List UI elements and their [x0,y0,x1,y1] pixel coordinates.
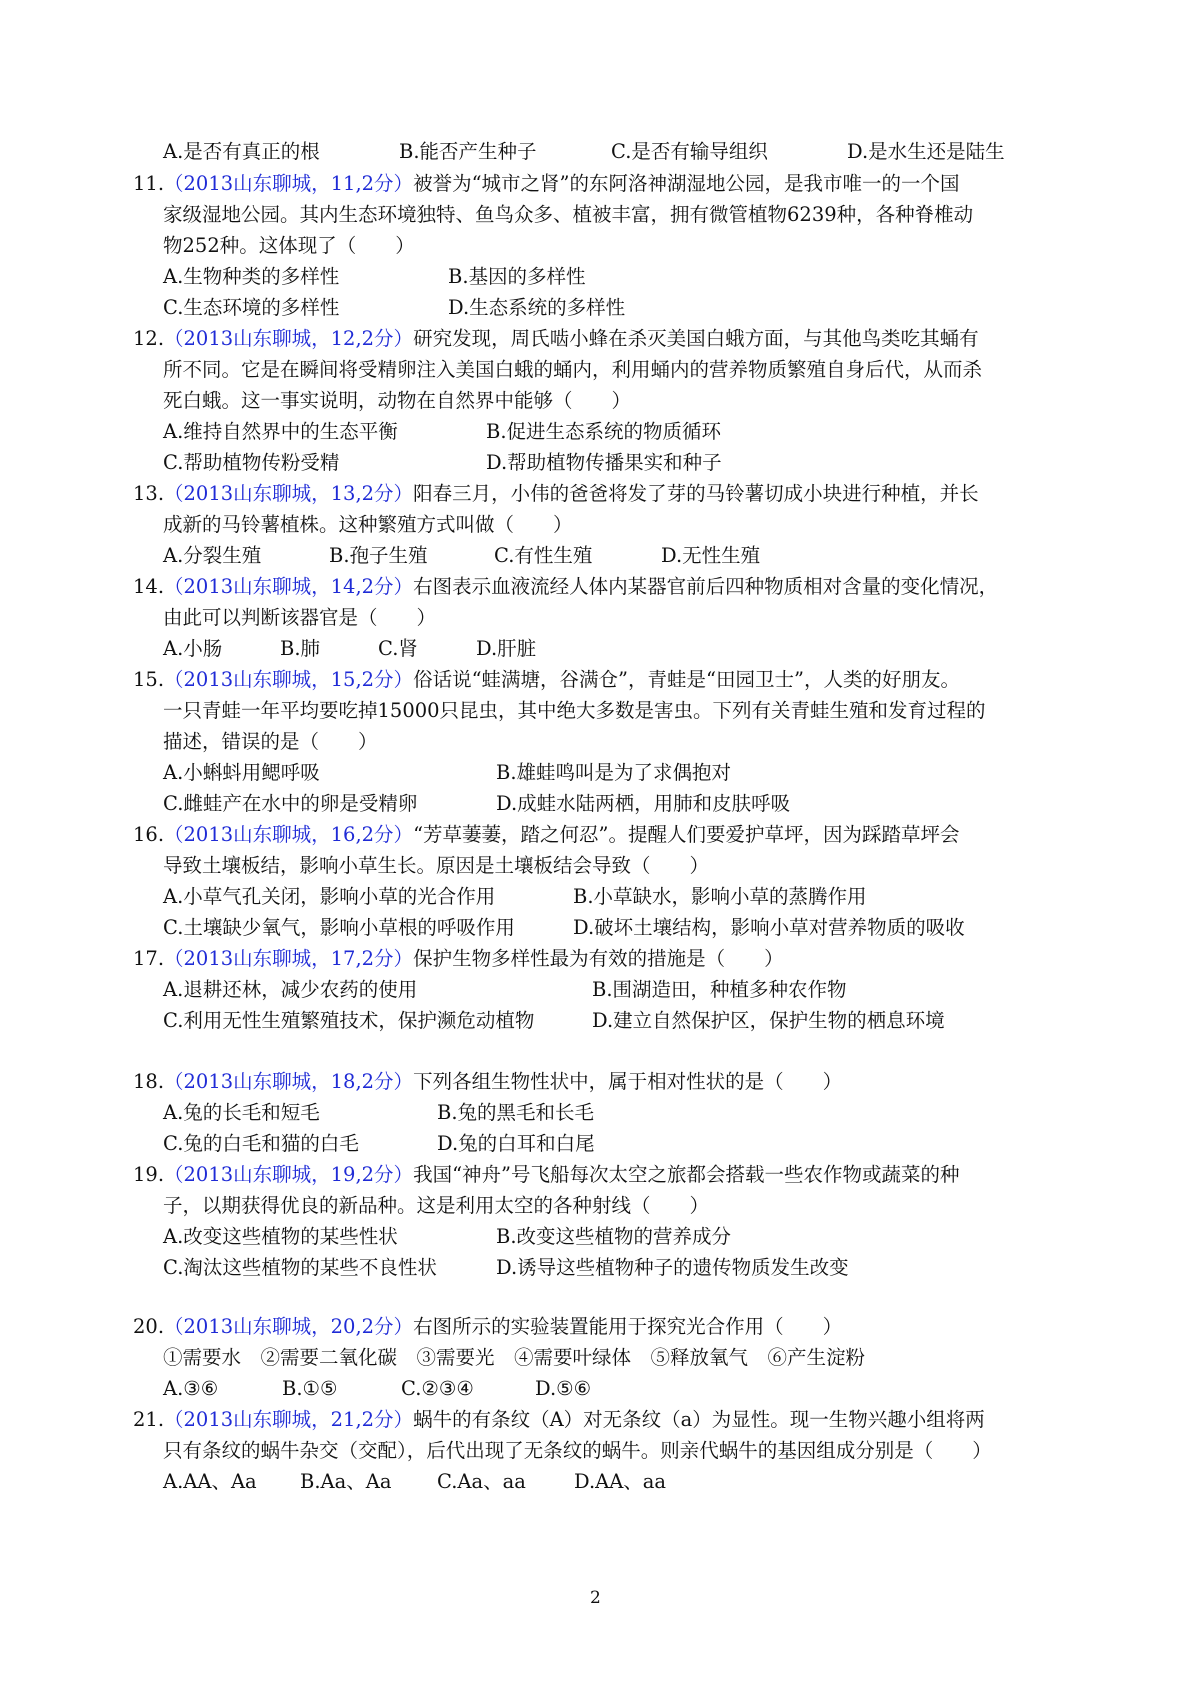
q21-option-b: B.Aa、Aa [300,1470,392,1493]
q20-option-d: D.⑤⑥ [535,1377,592,1400]
question-source: （2013山东聊城，19,2分） [164,1163,414,1186]
q21-option-c: C.Aa、aa [437,1470,526,1493]
q18-option-b: B.兔的黑毛和长毛 [437,1101,595,1124]
q13-option-a: A.分裂生殖 [163,544,262,567]
q11-stem-line3: 物252种。这体现了（ ） [163,234,415,257]
q15-stem-line3: 描述，错误的是（ ） [163,730,378,753]
q10-option-c: C.是否有输导组织 [611,140,768,163]
q17-option-a: A.退耕还林，减少农药的使用 [163,978,418,1001]
q13-option-c: C.有性生殖 [494,544,593,567]
q16-option-c: C.土壤缺少氧气，影响小草根的呼吸作用 [163,916,515,939]
q20-option-b: B.①⑤ [282,1377,338,1400]
question-source: （2013山东聊城，16,2分） [164,823,414,846]
q12-option-d: D.帮助植物传播果实和种子 [486,451,722,474]
question-text: 右图所示的实验装置能用于探究光合作用（ ） [413,1315,843,1338]
q15-stem-line2: 一只青蛙一年平均要吃掉15000只昆虫，其中绝大多数是害虫。下列有关青蛙生殖和发育过程的 [163,699,986,722]
q14-stem-line2: 由此可以判断该器官是（ ） [163,606,437,629]
q20-stem-line1 [133,1315,842,1339]
q21-stem-line2: 只有条纹的蜗牛杂交（交配），后代出现了无条纹的蜗牛。则亲代蜗牛的基因组成分别是（ ） [163,1439,992,1462]
page-number: 2 [590,1588,601,1608]
question-source: （2013山东聊城，11,2分） [164,172,414,195]
q19-stem-line1 [133,1163,960,1187]
q21-stem-line1 [133,1408,985,1432]
q19-option-b: B.改变这些植物的营养成分 [496,1225,732,1248]
q17-option-d: D.建立自然保护区，保护生物的栖息环境 [592,1009,945,1032]
q12-option-b: B.促进生态系统的物质循环 [486,420,722,443]
q19-option-c: C.淘汰这些植物的某些不良性状 [163,1256,437,1279]
question-number: 17. [133,947,165,970]
q18-stem-line1 [133,1070,842,1094]
q18-option-a: A.兔的长毛和短毛 [163,1101,320,1124]
question-number: 16. [133,823,165,846]
q12-stem-line3: 死白蛾。这一事实说明，动物在自然界中能够（ ） [163,389,632,412]
question-number: 13. [133,482,165,505]
q13-option-d: D.无性生殖 [661,544,761,567]
question-text: 蜗牛的有条纹（A）对无条纹（a）为显性。现一生物兴趣小组将两 [413,1408,985,1431]
question-source: （2013山东聊城，17,2分） [164,947,414,970]
question-source: （2013山东聊城，14,2分） [164,575,414,598]
q21-option-d: D.AA、aa [574,1470,667,1493]
q13-stem-line2: 成新的马铃薯植株。这种繁殖方式叫做（ ） [163,513,573,536]
q11-option-c: C.生态环境的多样性 [163,296,340,319]
question-text: 研究发现，周氏啮小蜂在杀灭美国白蛾方面，与其他鸟类吃其蛹有 [413,327,979,350]
q13-stem-line1 [133,482,979,506]
q11-option-b: B.基因的多样性 [448,265,586,288]
question-number: 11. [133,172,165,195]
question-text: 俗话说“蛙满塘，谷满仓”，青蛙是“田园卫士”，人类的好朋友。 [413,668,960,691]
q19-option-a: A.改变这些植物的某些性状 [163,1225,398,1248]
q11-option-d: D.生态系统的多样性 [448,296,626,319]
question-number: 21. [133,1408,165,1431]
q12-option-c: C.帮助植物传粉受精 [163,451,340,474]
question-number: 20. [133,1315,165,1338]
q15-stem-line1 [133,668,960,692]
question-source: （2013山东聊城，15,2分） [164,668,414,691]
question-text: 下列各组生物性状中，属于相对性状的是（ ） [413,1070,843,1093]
q12-stem-line1 [133,327,979,351]
q18-option-d: D.兔的白耳和白尾 [437,1132,595,1155]
question-number: 19. [133,1163,165,1186]
q21-option-a: A.AA、Aa [163,1470,257,1493]
question-source: （2013山东聊城，13,2分） [164,482,414,505]
question-source: （2013山东聊城，12,2分） [164,327,414,350]
q18-option-c: C.兔的白毛和猫的白毛 [163,1132,359,1155]
q16-option-d: D.破坏土壤结构，影响小草对营养物质的吸收 [573,916,965,939]
question-text: “芳草萋萋，踏之何忍”。提醒人们要爱护草坪，因为踩踏草坪会 [413,823,960,846]
q20-stem-line2: ①需要水 ②需要二氧化碳 ③需要光 ④需要叶绿体 ⑤释放氧气 ⑥产生淀粉 [163,1346,866,1369]
question-text: 被誉为“城市之肾”的东阿洛神湖湿地公园，是我市唯一的一个国 [413,172,960,195]
q12-option-a: A.维持自然界中的生态平衡 [163,420,398,443]
question-source: （2013山东聊城，21,2分） [164,1408,414,1431]
q14-option-c: C.肾 [378,637,418,660]
q11-option-a: A.生物种类的多样性 [163,265,340,288]
q11-stem-line2: 家级湿地公园。其内生态环境独特、鱼鸟众多、植被丰富，拥有微管植物6239种，各种脊椎动 [163,203,974,226]
q17-option-b: B.围湖造田，种植多种农作物 [592,978,847,1001]
question-text: 阳春三月，小伟的爸爸将发了芽的马铃薯切成小块进行种植，并长 [413,482,979,505]
q16-option-a: A.小草气孔关闭，影响小草的光合作用 [163,885,496,908]
q17-option-c: C.利用无性生殖繁殖技术，保护濒危动植物 [163,1009,535,1032]
q19-option-d: D.诱导这些植物种子的遗传物质发生改变 [496,1256,849,1279]
question-number: 12. [133,327,165,350]
q12-stem-line2: 所不同。它是在瞬间将受精卵注入美国白蛾的蛹内，利用蛹内的营养物质繁殖自身后代，从而杀 [163,358,983,381]
q19-stem-line2: 子，以期获得优良的新品种。这是利用太空的各种射线（ ） [163,1194,710,1217]
question-text: 右图表示血液流经人体内某器官前后四种物质相对含量的变化情况， [413,575,999,598]
question-source: （2013山东聊城，18,2分） [164,1070,414,1093]
q15-option-a: A.小蝌蚪用鳃呼吸 [163,761,320,784]
q15-option-b: B.雄蛙鸣叫是为了求偶抱对 [496,761,732,784]
question-source: （2013山东聊城，20,2分） [164,1315,414,1338]
q14-option-d: D.肝脏 [476,637,537,660]
q14-option-b: B.肺 [280,637,321,660]
q15-option-d: D.成蛙水陆两栖，用肺和皮肤呼吸 [496,792,791,815]
q10-option-b: B.能否产生种子 [399,140,537,163]
question-text: 保护生物多样性最为有效的措施是（ ） [413,947,784,970]
q14-stem-line1 [133,575,998,599]
q13-option-b: B.孢子生殖 [329,544,428,567]
q16-stem-line2: 导致土壤板结，影响小草生长。原因是土壤板结会导致（ ） [163,854,710,877]
q14-option-a: A.小肠 [163,637,223,660]
question-text: 我国“神舟”号飞船每次太空之旅都会搭载一些农作物或蔬菜的种 [413,1163,960,1186]
question-number: 15. [133,668,165,691]
question-number: 14. [133,575,165,598]
q16-option-b: B.小草缺水，影响小草的蒸腾作用 [573,885,867,908]
q16-stem-line1 [133,823,960,847]
q15-option-c: C.雌蛙产在水中的卵是受精卵 [163,792,418,815]
q17-stem-line1 [133,947,784,971]
q10-option-d: D.是水生还是陆生 [847,140,1005,163]
q11-stem-line1 [133,172,960,196]
q10-option-a: A.是否有真正的根 [163,140,320,163]
q20-option-c: C.②③④ [401,1377,474,1400]
question-number: 18. [133,1070,165,1093]
q20-option-a: A.③⑥ [163,1377,219,1400]
